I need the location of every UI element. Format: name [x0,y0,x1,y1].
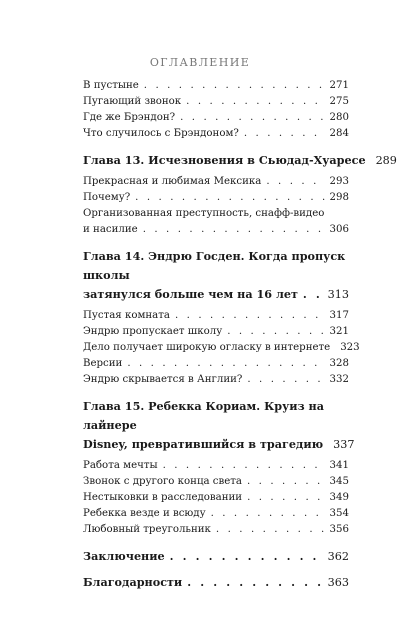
toc-chapter-title-line2: затянулся больше чем на 16 лет [83,287,298,301]
dot-leader [247,372,324,388]
toc-entry [83,126,349,142]
toc-entry [83,490,349,506]
toc-entry-page: 271 [329,80,349,91]
toc-entry-page: 293 [329,176,349,187]
toc-conclusion [83,547,349,566]
dot-leader [227,324,324,340]
toc-chapter [83,397,355,454]
toc-entry-page: 332 [329,374,349,385]
toc-entry [83,372,349,388]
toc-chapter-page: 289 [375,154,397,167]
toc-entry-page: 345 [329,476,349,487]
toc-entry [83,190,349,206]
dot-leader [175,308,325,324]
toc-entry-title: Пугающий звонок [83,96,182,107]
running-header: ОГЛАВЛЕНИЕ [149,56,251,69]
dot-leader [144,78,325,94]
toc-entry [83,340,360,356]
toc-chapter-page: 313 [327,288,349,301]
dot-leader [247,490,324,506]
toc-entry [83,110,349,126]
toc-entry [83,324,349,340]
toc-entry-page: 317 [329,310,349,321]
table-of-contents [83,78,397,592]
dot-leader [170,547,323,566]
toc-chapter [83,247,349,304]
toc-entry-page: 349 [329,492,349,503]
dot-leader [303,285,323,304]
toc-entry-page: 341 [329,460,349,471]
toc-acknowledgements [83,573,349,592]
toc-entry-title: Что случилось с Брэндоном? [83,128,239,139]
toc-entry-title: В пустыне [83,80,139,91]
toc-chapter [83,151,397,170]
toc-entry-title-line1: Организованная преступность, снафф-видео [83,208,325,219]
toc-entry-title: Версии [83,358,123,369]
toc-entry-page: 284 [329,128,349,139]
toc-entry-page: 328 [329,358,349,369]
toc-chapter-title-line1: Глава 14. Эндрю Госден. Когда пропуск школы [83,249,346,282]
toc-entry-page: 356 [329,524,349,535]
toc-entry [83,522,349,538]
dot-leader [216,522,325,538]
toc-entry-title: Дело получает широкую огласку в интернете [83,342,331,353]
toc-entry [83,94,349,110]
dot-leader [244,126,325,142]
dot-leader [180,110,324,126]
toc-chapter-title-line2: Disney, превратившийся в трагедию [83,437,324,451]
toc-entry-title: Нестыковки в расследовании [83,492,243,503]
dot-leader [163,458,325,474]
toc-entry [83,78,349,94]
toc-chapter-title: Благодарности [83,575,183,589]
toc-entry-page: 298 [329,192,349,203]
toc-entry-title: Любовный треугольник [83,524,211,535]
toc-entry-page: 275 [329,96,349,107]
dot-leader [135,190,324,206]
toc-chapter-title-line1: Глава 15. Ребекка Кориам. Круиз на лайнере [83,399,324,432]
toc-chapter-page: 337 [333,438,355,451]
toc-entry-title: Эндрю пропускает школу [83,326,223,337]
dot-leader [187,573,322,592]
toc-entry-page: 280 [329,112,349,123]
toc-entry [83,356,349,372]
toc-entry-title: Ребекка везде и всюду [83,508,206,519]
toc-entry-title: Где же Брэндон? [83,112,176,123]
toc-chapter-page: 363 [327,576,349,589]
dot-leader [127,356,324,372]
toc-entry-title: Работа мечты [83,460,158,471]
toc-entry-page: 321 [329,326,349,337]
toc-entry-page: 323 [340,342,360,353]
toc-entry-title: Пустая комната [83,310,170,321]
dot-leader [186,94,324,110]
toc-chapter-title: Заключение [83,549,165,563]
toc-entry [83,308,349,324]
toc-entry-title: Эндрю скрывается в Англии? [83,374,243,385]
toc-chapter-title: Глава 13. Исчезновения в Сьюдад-Хуаресе [83,153,366,167]
toc-entry [83,458,349,474]
toc-entry [83,506,349,522]
toc-entry [83,474,349,490]
dot-leader [247,474,325,490]
dot-leader [211,506,325,522]
toc-entry-page: 306 [329,224,349,235]
toc-entry [83,206,349,238]
toc-entry-title-line2: и насилие [83,224,138,235]
toc-entry-page: 354 [329,508,349,519]
toc-entry-title: Звонок с другого конца света [83,476,242,487]
toc-entry-title: Прекрасная и любимая Мексика [83,176,262,187]
toc-entry [83,174,349,190]
dot-leader [266,174,324,190]
toc-entry-title: Почему? [83,192,131,203]
dot-leader [143,222,325,238]
toc-chapter-page: 362 [327,550,349,563]
